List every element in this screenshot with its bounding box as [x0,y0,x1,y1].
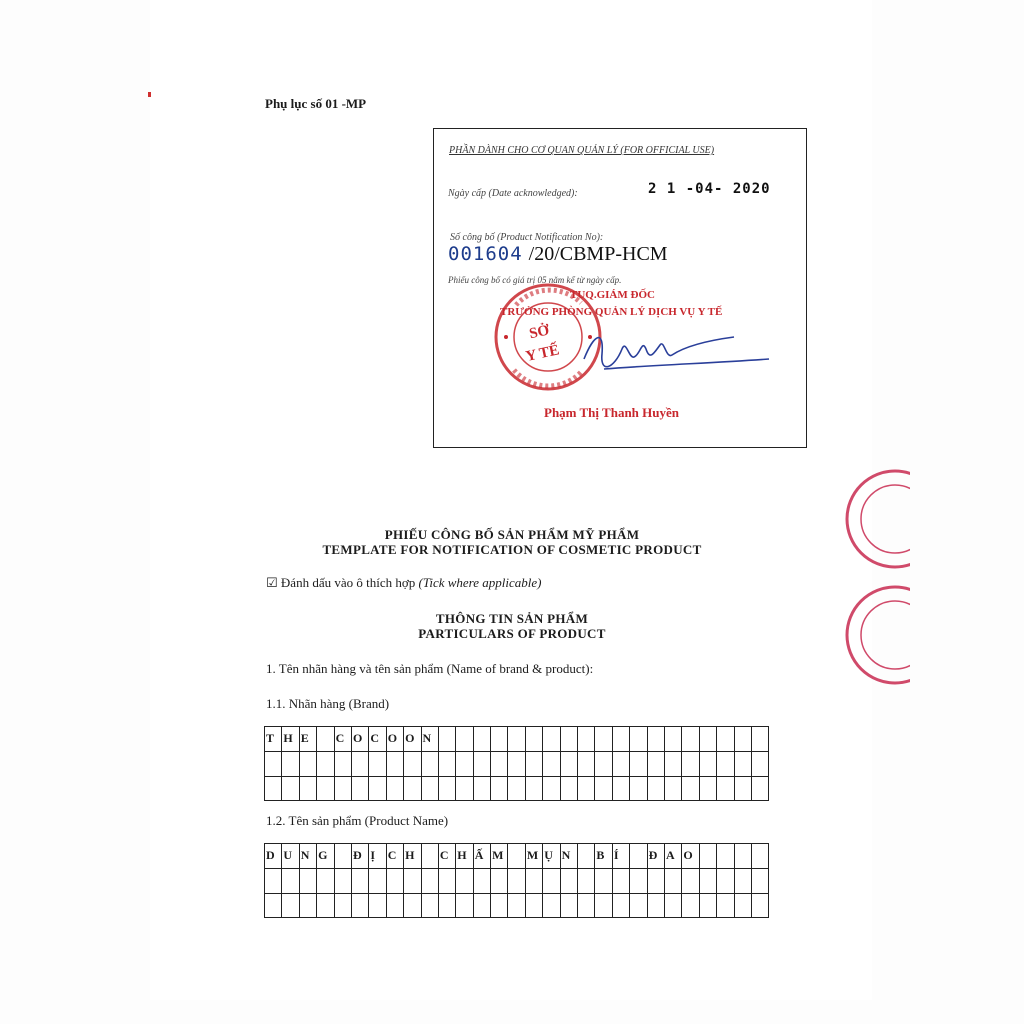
grid-cell: N [560,844,577,869]
grid-cell [543,893,560,918]
grid-cell [404,751,421,776]
grid-cell [699,727,716,752]
grid-cell [334,868,351,893]
grid-cell [630,751,647,776]
grid-cell: N [421,727,438,752]
grid-cell [317,868,334,893]
tick-instruction-vi: Đánh dấu vào ô thích hợp [280,575,416,590]
grid-cell: O [386,727,403,752]
grid-cell [334,751,351,776]
grid-cell [473,776,490,801]
grid-cell [525,893,542,918]
grid-cell [595,776,612,801]
grid-cell [525,727,542,752]
grid-cell [699,868,716,893]
grid-cell [491,868,508,893]
grid-cell [525,751,542,776]
grid-cell [404,776,421,801]
grid-cell [664,893,681,918]
grid-cell [299,893,316,918]
grid-cell [508,868,525,893]
grid-cell: O [351,727,368,752]
grid-cell: N [299,844,316,869]
grid-cell [386,776,403,801]
grid-row [265,868,769,893]
grid-cell [664,868,681,893]
grid-cell [647,751,664,776]
grid-cell [717,776,734,801]
grid-cell [525,776,542,801]
checkbox-icon: ☑ [266,576,278,591]
grid-cell [421,844,438,869]
date-acknowledged-label: Ngày cấp (Date acknowledged): [448,188,578,199]
grid-cell [491,751,508,776]
grid-cell [386,868,403,893]
grid-cell: B [595,844,612,869]
grid-cell: Đ [351,844,368,869]
grid-cell [699,893,716,918]
tick-instruction-en: (Tick where applicable) [418,575,542,590]
official-use-heading: PHẦN DÀNH CHO CƠ QUAN QUẢN LÝ (FOR OFFICIAL USE) [449,145,715,156]
title-english: TEMPLATE FOR NOTIFICATION OF COSMETIC PRODUCT [322,542,702,557]
grid-cell [717,868,734,893]
grid-cell: H [456,844,473,869]
grid-cell [508,727,525,752]
grid-cell [734,776,751,801]
grid-cell [751,727,768,752]
signer-title-1: TUQ.GIÁM ĐỐC [570,289,655,301]
grid-cell [630,893,647,918]
grid-cell [630,844,647,869]
grid-cell: Ấ [473,844,490,869]
grid-cell [612,868,629,893]
grid-cell [369,751,386,776]
grid-cell [421,751,438,776]
grid-cell [612,893,629,918]
grid-cell [630,868,647,893]
grid-cell [682,868,699,893]
grid-cell [351,868,368,893]
grid-cell [282,868,299,893]
grid-cell [682,727,699,752]
grid-cell [682,776,699,801]
grid-cell [438,893,455,918]
grid-cell: Ị [369,844,386,869]
grid-cell [491,893,508,918]
grid-cell: H [282,727,299,752]
appendix-label: Phụ lục số 01 -MP [265,96,367,111]
grid-cell: C [369,727,386,752]
grid-cell [334,776,351,801]
grid-cell: O [682,844,699,869]
grid-cell [630,727,647,752]
grid-cell: H [404,844,421,869]
grid-cell: C [334,727,351,752]
grid-cell [334,844,351,869]
grid-cell [265,893,282,918]
grid-cell [456,727,473,752]
grid-cell [456,868,473,893]
grid-cell [334,893,351,918]
grid-cell [404,893,421,918]
grid-cell [560,868,577,893]
grid-cell [438,751,455,776]
grid-cell [351,751,368,776]
grid-cell [265,751,282,776]
grid-row [265,776,769,801]
question-1-label: 1. Tên nhãn hàng và tên sản phẩm (Name of brand & product): [266,661,594,676]
grid-cell [491,776,508,801]
grid-cell [734,727,751,752]
grid-cell [699,751,716,776]
grid-cell: E [299,727,316,752]
grid-cell [612,727,629,752]
grid-cell [438,776,455,801]
grid-cell [369,868,386,893]
notification-suffix: /20/CBMP-HCM [528,243,668,265]
grid-cell [734,868,751,893]
grid-cell [595,727,612,752]
grid-cell [595,868,612,893]
grid-cell: Ụ [543,844,560,869]
grid-row [265,727,769,752]
grid-cell [317,893,334,918]
grid-cell: Í [612,844,629,869]
grid-cell [612,751,629,776]
grid-cell [473,727,490,752]
grid-cell [751,844,768,869]
grid-cell [386,751,403,776]
grid-row [265,893,769,918]
grid-cell [438,727,455,752]
question-1-2-label: 1.2. Tên sản phẩm (Product Name) [266,813,449,828]
grid-cell [664,751,681,776]
grid-cell [438,868,455,893]
grid-cell [265,868,282,893]
grid-cell [543,727,560,752]
grid-cell [578,727,595,752]
grid-cell: O [404,727,421,752]
grid-cell [508,751,525,776]
section-title-vietnamese: THÔNG TIN SẢN PHẨM [435,611,589,626]
grid-cell: M [491,844,508,869]
grid-cell [508,844,525,869]
scan-mark [148,92,151,97]
grid-cell [404,868,421,893]
grid-cell [664,776,681,801]
notification-number [448,243,668,266]
grid-cell: T [265,727,282,752]
question-1-1-label: 1.1. Nhãn hàng (Brand) [266,696,390,711]
grid-cell [717,893,734,918]
signature [574,319,774,389]
grid-cell [751,893,768,918]
grid-cell [647,893,664,918]
grid-cell [369,776,386,801]
grid-cell [647,776,664,801]
grid-cell [612,776,629,801]
grid-cell [699,776,716,801]
grid-cell [282,893,299,918]
grid-cell [543,751,560,776]
grid-cell [578,844,595,869]
brand-grid [264,726,769,801]
grid-cell [508,893,525,918]
grid-cell [717,751,734,776]
grid-cell [421,893,438,918]
grid-cell [491,727,508,752]
grid-cell: D [265,844,282,869]
grid-cell [717,727,734,752]
grid-cell [456,776,473,801]
grid-cell [560,776,577,801]
grid-cell: Đ [647,844,664,869]
signer-title-2: TRƯỞNG PHÒNG QUẢN LÝ DỊCH VỤ Y TẾ [500,306,723,318]
grid-cell [751,751,768,776]
grid-cell [595,893,612,918]
grid-cell [751,776,768,801]
product-name-grid [264,843,769,918]
grid-cell [508,776,525,801]
grid-cell [682,893,699,918]
grid-cell [317,776,334,801]
grid-cell [282,751,299,776]
grid-cell: C [386,844,403,869]
grid-cell [630,776,647,801]
grid-cell [717,844,734,869]
grid-cell [647,727,664,752]
grid-cell [578,776,595,801]
grid-cell [351,776,368,801]
grid-cell [751,868,768,893]
grid-cell [560,751,577,776]
grid-cell [560,893,577,918]
grid-cell [595,751,612,776]
grid-cell [734,751,751,776]
notification-serial: 001604 [448,243,523,265]
grid-cell [421,776,438,801]
grid-cell [456,893,473,918]
grid-cell [543,868,560,893]
grid-cell [456,751,473,776]
grid-cell [578,893,595,918]
grid-cell [369,893,386,918]
notification-number-label: Số công bố (Product Notification No): [450,232,604,243]
grid-cell [473,751,490,776]
grid-cell [682,751,699,776]
grid-cell [578,868,595,893]
grid-cell: G [317,844,334,869]
grid-cell [560,727,577,752]
grid-cell: U [282,844,299,869]
validity-note: Phiếu công bố có giá trị 05 năm kể từ ngày cấp. [448,275,622,285]
grid-cell [265,776,282,801]
grid-cell [473,868,490,893]
grid-cell [351,893,368,918]
grid-cell [664,727,681,752]
grid-cell [421,868,438,893]
grid-cell [578,751,595,776]
grid-cell [647,868,664,893]
section-title-english: PARTICULARS OF PRODUCT [418,626,606,641]
date-acknowledged-value: 2 1 -04- 2020 [648,181,771,197]
signer-name: Phạm Thị Thanh Huyền [544,405,679,420]
stamp-text-so: SỞ [527,322,551,343]
grid-cell [386,893,403,918]
grid-cell [543,776,560,801]
grid-cell: C [438,844,455,869]
official-use-box [433,128,807,448]
grid-cell [299,751,316,776]
grid-cell [317,727,334,752]
grid-cell [473,893,490,918]
grid-cell [299,776,316,801]
grid-row [265,751,769,776]
grid-row [265,844,769,869]
grid-cell [699,844,716,869]
grid-cell: A [664,844,681,869]
grid-cell: M [525,844,542,869]
grid-cell [525,868,542,893]
grid-cell [734,893,751,918]
title-vietnamese: PHIẾU CÔNG BỐ SẢN PHẨM MỸ PHẨM [384,527,640,542]
grid-cell [734,844,751,869]
stamp-text-yte: Y TẾ [524,342,561,366]
grid-cell [282,776,299,801]
grid-cell [299,868,316,893]
tick-instruction [266,575,541,591]
grid-cell [317,751,334,776]
